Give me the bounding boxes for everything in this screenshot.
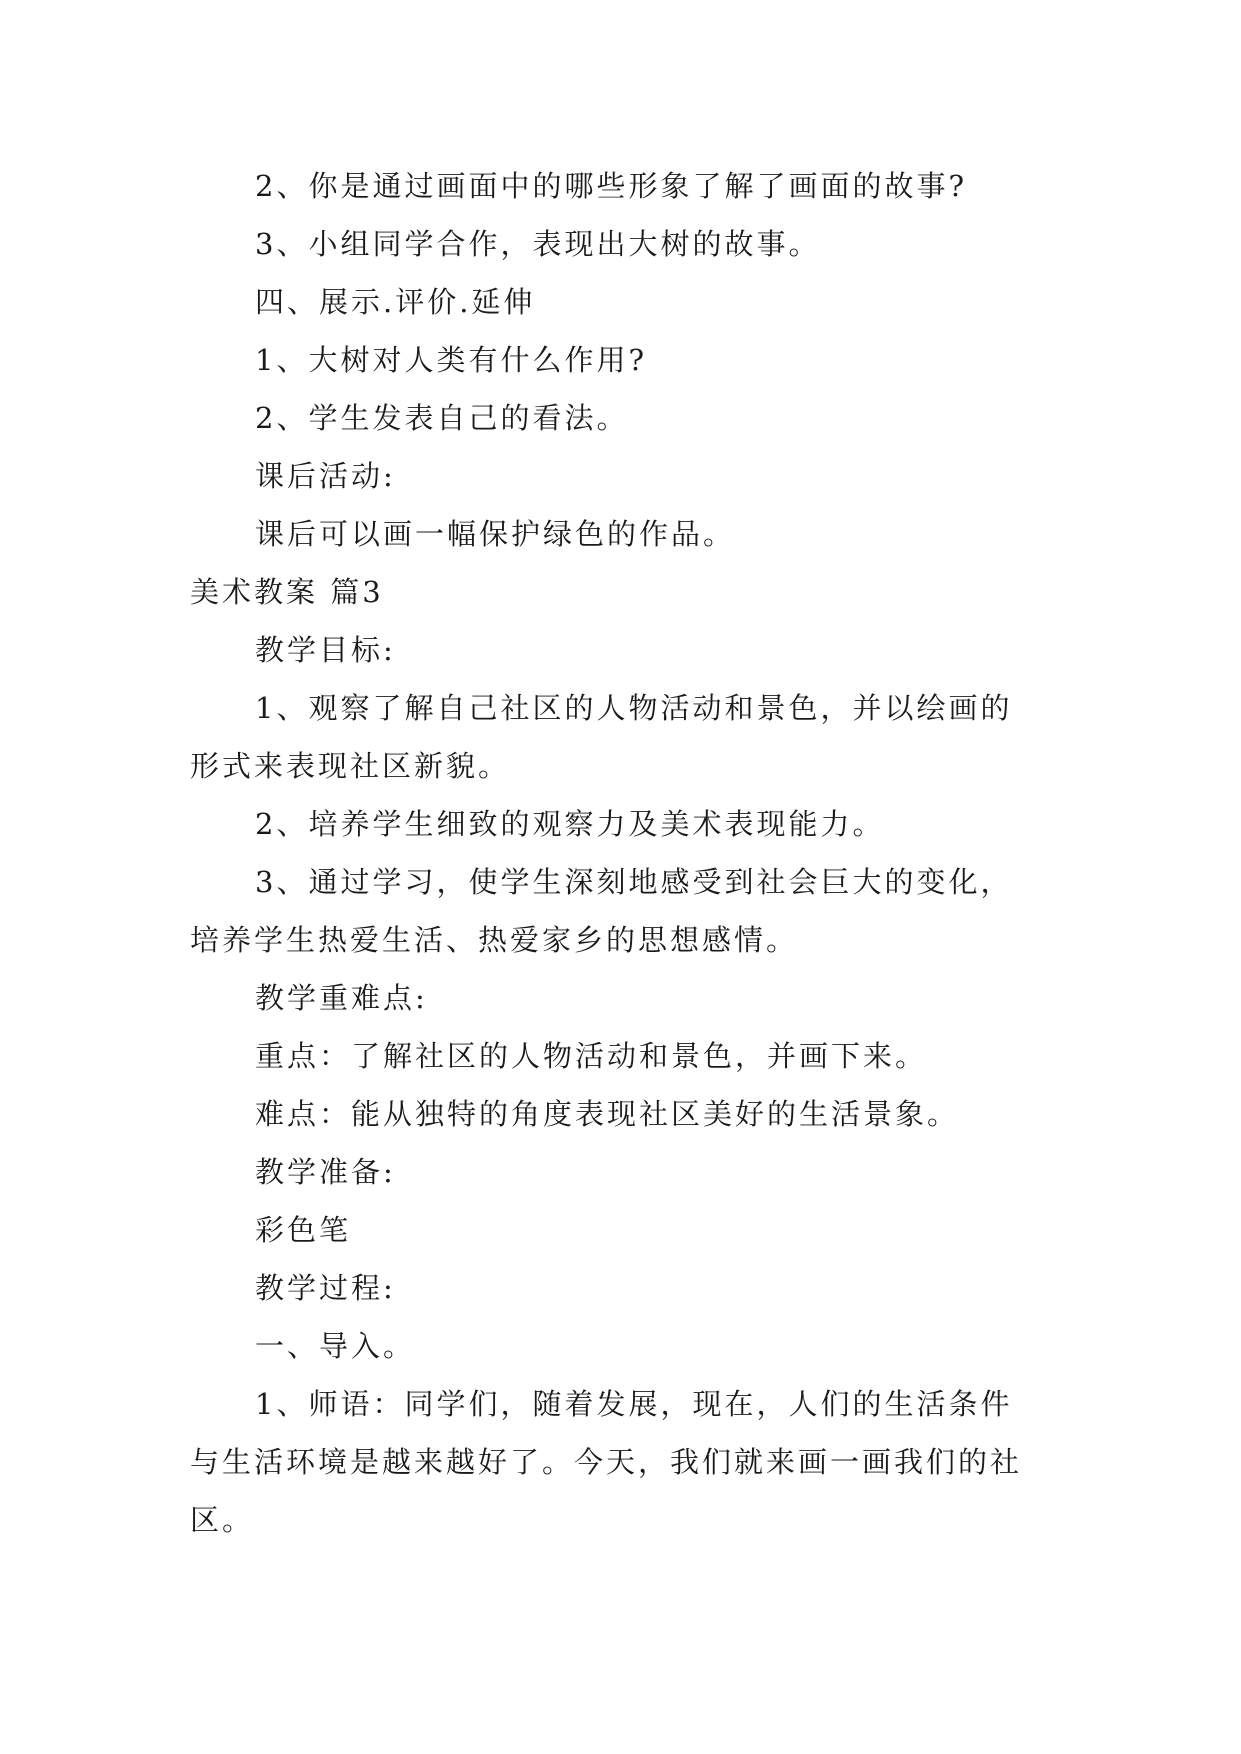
text-line: 2、培养学生细致的观察力及美术表现能力。	[255, 807, 885, 841]
text-line: 2、学生发表自己的看法。	[255, 401, 629, 435]
section-heading: 课后活动:	[255, 459, 396, 493]
text-line: 1、观察了解自己社区的人物活动和景色，并以绘画的	[255, 691, 1013, 725]
text-line: 形式来表现社区新貌。	[190, 749, 511, 783]
text-line: 1、大树对人类有什么作用?	[255, 343, 647, 377]
text-line: 区。	[190, 1503, 255, 1537]
text-line: 3、小组同学合作，表现出大树的故事。	[255, 227, 821, 261]
document-title: 美术教案 篇3	[190, 575, 384, 609]
section-heading: 四、展示.评价.延伸	[255, 285, 536, 319]
section-heading: 教学重难点:	[255, 981, 428, 1015]
text-line: 培养学生热爱生活、热爱家乡的思想感情。	[190, 923, 799, 957]
section-heading: 教学过程:	[255, 1271, 396, 1305]
section-heading: 教学目标:	[255, 633, 396, 667]
section-heading: 教学准备:	[255, 1155, 396, 1189]
section-heading: 一、导入。	[255, 1329, 416, 1363]
text-line: 2、你是通过画面中的哪些形象了解了画面的故事?	[255, 169, 967, 203]
text-line: 课后可以画一幅保护绿色的作品。	[255, 517, 736, 551]
text-line: 3、通过学习，使学生深刻地感受到社会巨大的变化，	[255, 865, 1013, 899]
text-line: 彩色笔	[255, 1213, 352, 1247]
text-line: 难点：能从独特的角度表现社区美好的生活景象。	[255, 1097, 960, 1131]
text-line: 与生活环境是越来越好了。今天，我们就来画一画我们的社	[190, 1445, 1023, 1479]
text-line: 重点：了解社区的人物活动和景色，并画下来。	[255, 1039, 928, 1073]
text-line: 1、师语：同学们，随着发展，现在，人们的生活条件	[255, 1387, 1013, 1421]
